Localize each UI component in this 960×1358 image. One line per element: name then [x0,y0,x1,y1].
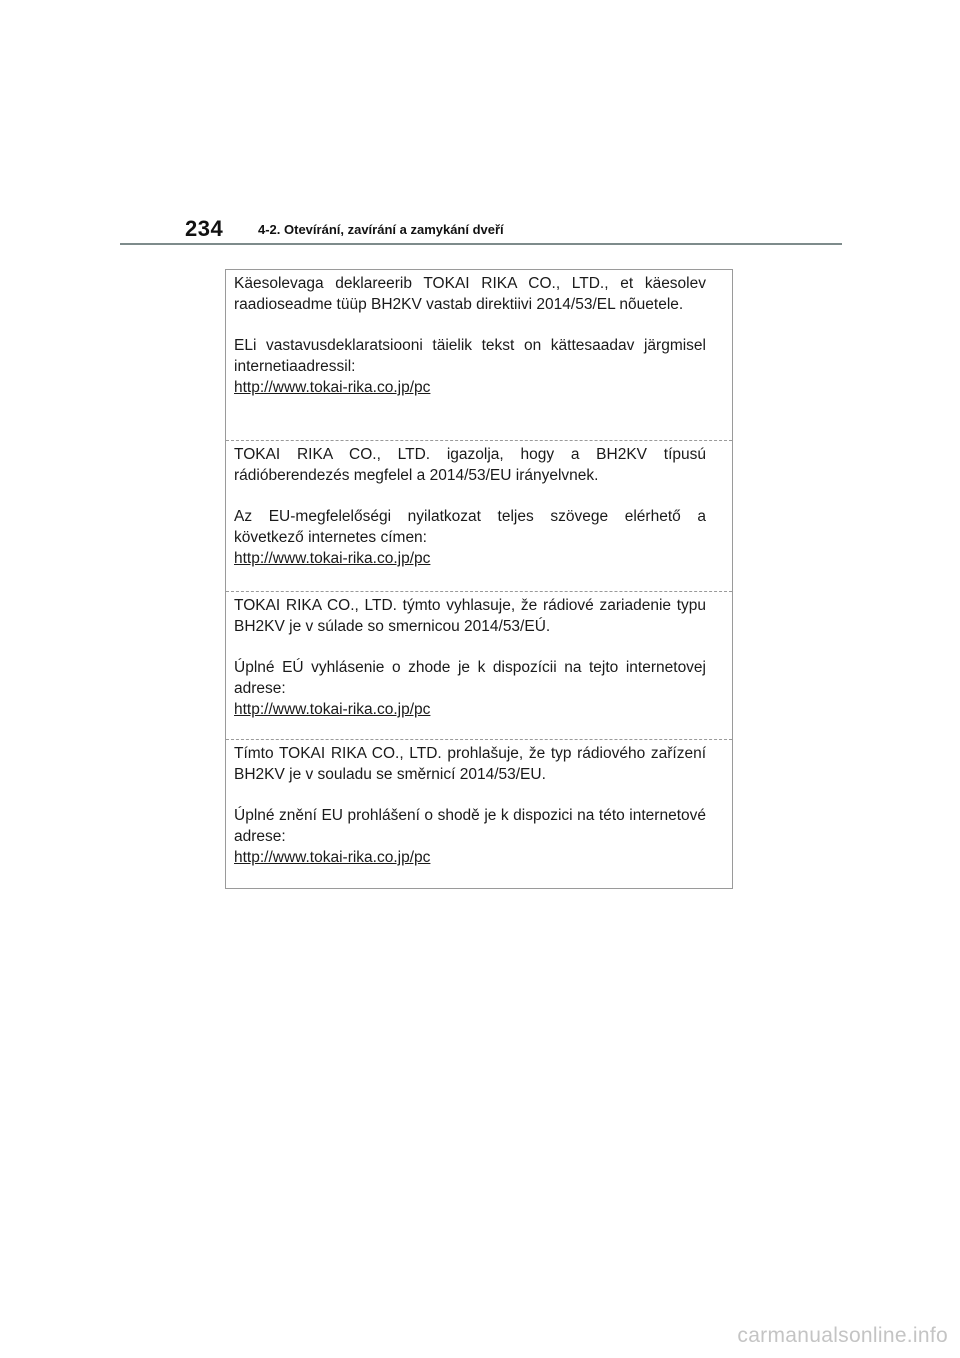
declaration-availability [234,335,706,398]
declaration-link[interactable]: http://www.tokai-rika.co.jp/pc [234,379,431,396]
declaration-link[interactable]: http://www.tokai-rika.co.jp/pc [234,550,431,567]
header-divider [120,243,842,245]
declaration-statement: TOKAI RIKA CO., LTD. igazolja, hogy a BH2KV típusú rádióberendezés megfelel a 2014/53/EU irányelvnek. [234,446,706,484]
declaration-statement: TOKAI RIKA CO., LTD. týmto vyhlasuje, že rádiové zariadenie typu BH2KV je v súlade so smernicou 2014/53/EÚ. [234,597,706,635]
declaration-czech [226,740,732,888]
declaration-estonian [226,270,732,441]
declaration-statement: Tímto TOKAI RIKA CO., LTD. prohlašuje, že typ rádiového zařízení BH2KV je v souladu se směrnicí 2014/53/EU. [234,745,706,783]
watermark-text: carmanualsonline.info [737,1324,948,1347]
declarations-box [225,269,733,889]
declaration-availability-text: Az EU-megfelelőségi nyilatkozat teljes szövege elérhető a következő internetes címen: [234,508,706,546]
declaration-availability [234,506,706,569]
declaration-availability [234,657,706,720]
declaration-link[interactable]: http://www.tokai-rika.co.jp/pc [234,701,431,718]
declaration-statement: Käesolevaga deklareerib TOKAI RIKA CO., LTD., et käesolev raadioseadme tüüp BH2KV vastab direktiivi 2014/53/EL nõuetele. [234,275,706,313]
declaration-slovak [226,592,732,740]
page-number: 234 [185,216,224,241]
declaration-availability-text: Úplné EÚ vyhlásenie o zhode je k dispozícii na tejto internetovej adrese: [234,659,706,697]
declaration-link[interactable]: http://www.tokai-rika.co.jp/pc [234,849,431,866]
declaration-hungarian [226,441,732,592]
section-title: 4-2. Otevírání, zavírání a zamykání dveří [258,222,504,237]
declaration-availability [234,805,706,868]
declaration-availability-text: Úplné znění EU prohlášení o shodě je k dispozici na této internetové adrese: [234,807,706,845]
declaration-availability-text: ELi vastavusdeklaratsiooni täielik tekst on kättesaadav järgmisel internetiaadressil: [234,337,706,375]
page-header [120,214,842,246]
